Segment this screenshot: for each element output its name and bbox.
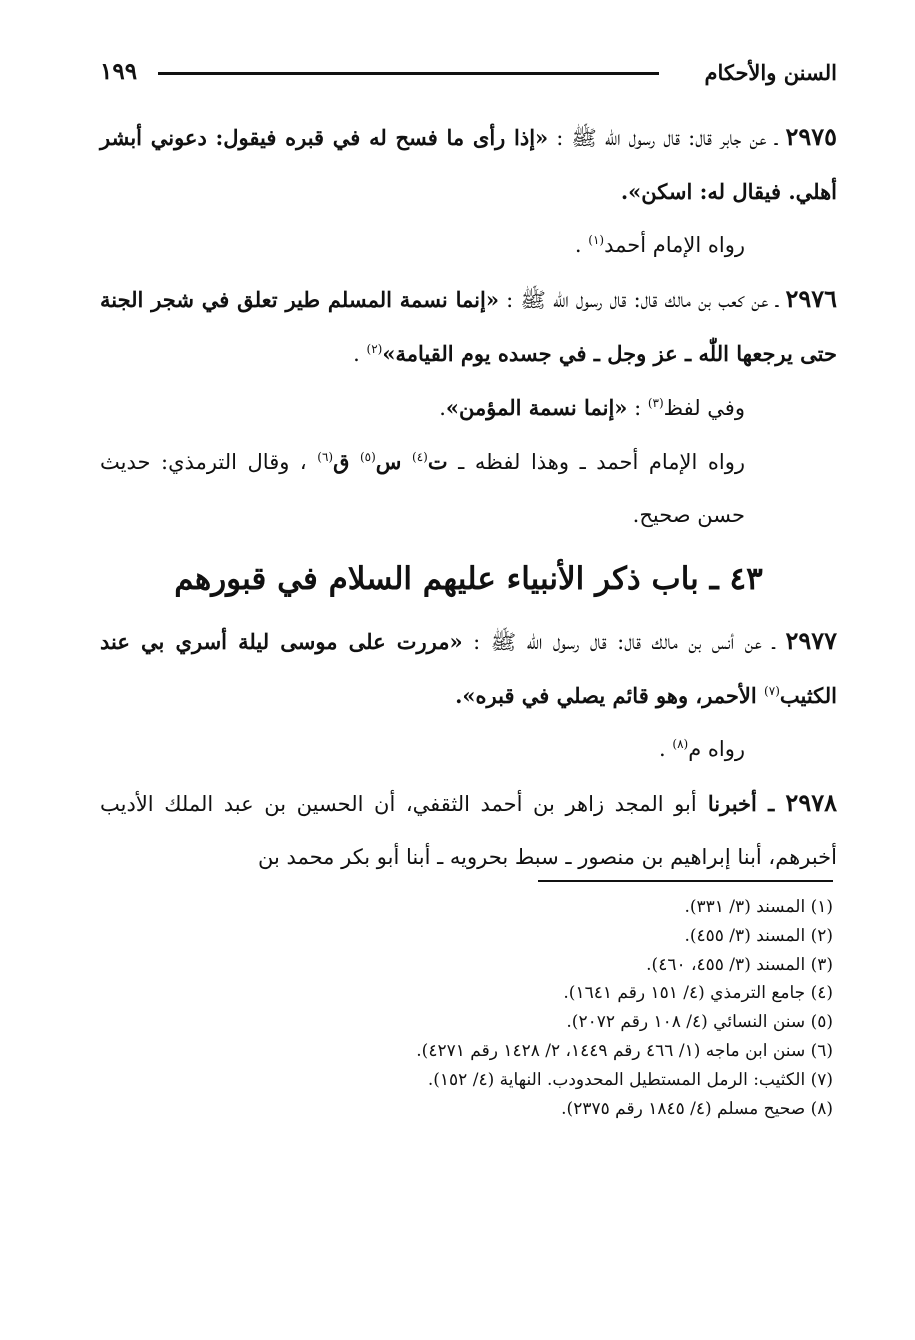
- footnote-rule: [538, 880, 833, 882]
- footnote-ref: (٦): [317, 450, 334, 464]
- footnote-ref: (٤): [412, 450, 428, 464]
- hadith-2976: [100, 272, 837, 381]
- hadith-number: ٢٩٧٧: [785, 626, 838, 655]
- footnote: (٥) سنن النسائي (٤/ ١٠٨ رقم ٢٠٧٢).: [566, 1012, 833, 1033]
- hadith-quote: «إنما نسمة المسلم طير تعلق في شجر الجنة حتى يرجعها اللّٰه ـ عز وجل ـ في جسده يوم القيامة»: [100, 287, 837, 366]
- section-heading: ٤٣ ـ باب ذكر الأنبياء عليهم السلام في قبورهم: [174, 561, 763, 597]
- hadith-2976-narration: [100, 435, 837, 542]
- hadith-number: ٢٩٧٥: [785, 122, 837, 151]
- hadith-intro: ـ عن أنس بن مالك قال: قال رسول اللّٰه ﷺ :: [462, 630, 775, 654]
- page-header: [100, 58, 837, 94]
- narration-post: ، وقال الترمذي: حديث حسن صحيح.: [100, 450, 745, 527]
- header-rule: [158, 72, 659, 75]
- footnote: (٤) جامع الترمذي (٤/ ١٥١ رقم ١٦٤١).: [563, 983, 833, 1004]
- narration-text: رواه الإمام أحمد ـ وهذا لفظه ـ: [447, 450, 745, 474]
- hadith-2977: [100, 614, 837, 723]
- hadith-lead: ـ أخبرنا: [696, 791, 786, 816]
- footnote-ref: (٧): [764, 684, 780, 698]
- footnote-ref: (٢): [366, 342, 383, 356]
- hadith-2977-narration: [100, 723, 837, 776]
- hadith-2978: [100, 776, 837, 884]
- page-body: [100, 110, 837, 884]
- footnote-ref: (٣): [647, 396, 664, 410]
- narration-end: .: [659, 737, 673, 761]
- hadith-2975: [100, 110, 837, 219]
- narration-end: .: [574, 233, 589, 257]
- footnote: (٣) المسند (٣/ ٤٥٥، ٤٦٠).: [646, 954, 833, 975]
- footnote: (٢) المسند (٣/ ٤٥٥).: [684, 925, 833, 946]
- hadith-intro: ـ عن جابر قال: قال رسول اللّٰه ﷺ :: [548, 126, 778, 150]
- variant-end: .: [439, 396, 446, 420]
- hadith-intro: ـ عن كعب بن مالك قال: قال رسول اللّٰه ﷺ :: [498, 288, 779, 312]
- running-title: السنن والأحكام: [704, 60, 837, 85]
- footnote-ref: (٥): [359, 450, 376, 464]
- hadith-2976-variant: [100, 381, 837, 435]
- narration-text: رواه الإمام أحمد: [604, 233, 745, 257]
- hadith-text: أبو المجد زاهر بن أحمد الثقفي، أن الحسين بن عبد الملك الأديب أخبرهم، أبنا إبراهيم بن منصور ـ سبط بحرويه ـ أبنا أبو بكر محمد بن: [100, 792, 837, 869]
- siglum: ت: [427, 449, 448, 474]
- hadith-quote: «مررت على موسى ليلة أسري بي عند الكثيب: [100, 629, 837, 708]
- hadith-quote: «إذا رأى ما فسح له في قبره فيقول: دعوني أبشر أهلي. فيقال له: اسكن».: [100, 125, 837, 204]
- siglum: ق: [333, 449, 350, 474]
- variant-colon: :: [627, 396, 648, 420]
- quote-end: .: [353, 342, 367, 366]
- footnote: (٧) الكثيب: الرمل المستطيل المحدودب. النهاية (٤/ ١٥٢).: [427, 1069, 833, 1090]
- footnotes: [133, 893, 833, 1123]
- siglum: س: [375, 449, 402, 474]
- hadith-number: ٢٩٧٨: [785, 788, 837, 817]
- footnote: (٨) صحيح مسلم (٤/ ١٨٤٥ رقم ٢٣٧٥).: [561, 1098, 833, 1119]
- variant-label: وفي لفظ: [663, 396, 745, 420]
- narration-text: رواه م: [688, 737, 745, 761]
- footnote-ref: (١): [588, 233, 605, 247]
- page-number: ١٩٩: [100, 58, 138, 85]
- hadith-number: ٢٩٧٦: [785, 284, 837, 313]
- variant-quote: «إنما نسمة المؤمن»: [445, 395, 628, 420]
- footnote: (٦) سنن ابن ماجه (١/ ٤٦٦ رقم ١٤٤٩، ٢/ ١٤٢٨ رقم ٤٢٧١).: [416, 1040, 833, 1061]
- footnote: (١) المسند (٣/ ٣٣١).: [684, 897, 833, 917]
- footnote-ref: (٨): [672, 737, 689, 751]
- hadith-2975-narration: [100, 219, 837, 272]
- hadith-quote-cont: الأحمر، وهو قائم يصلي في قبره».: [455, 683, 765, 708]
